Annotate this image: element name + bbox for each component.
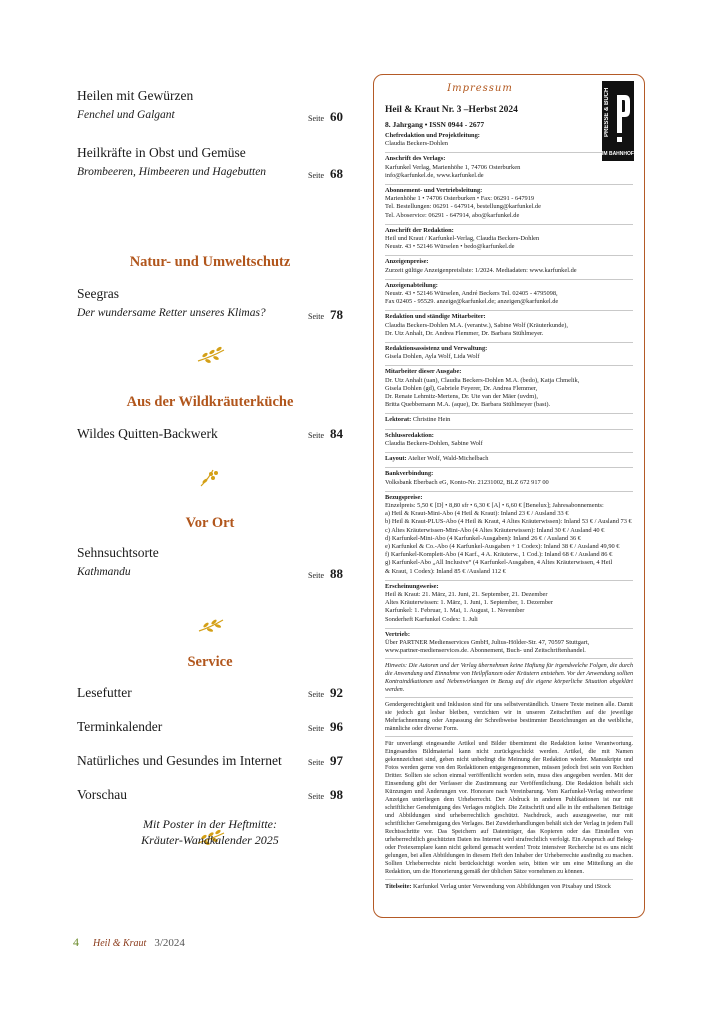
- impressum-block-line: Heil & Kraut: 21. März, 21. Juni, 21. September, 21. Dezember: [385, 590, 548, 598]
- herb-ornament-icon: [195, 468, 227, 488]
- toc-entry-subtitle: Fenchel und Galgant: [77, 109, 175, 121]
- impressum-block-heading: Vertrieb:: [385, 630, 410, 638]
- page-number: 4: [73, 935, 79, 949]
- legal-note: Für unverlangt eingesandte Artikel und Bilder übernimmt die Redaktion keine Verantwortung. Eingesandtes Bildmaterial kann nicht zurückgeschickt werden. Artikel, die mit Namen gekennzeichnet sind, geben nicht unbedingt die Meinung der Redaktion wieder. Manuskripte und Fotos werden gerne von den Redaktionen entgegengenommen, müssen jedoch frei sein von Rechten Dritter. Sollten sie schon einmal veröffentlicht worden sein, muss dies angegeben werden. Mit der Einsendung gibt der Verfasser die Zustimmung zur Veröffentlichung. Die Redaktion behält sich Kürzungen und Änderungen vor. Honorare nach Vereinbarung. Vom Karfunkel-Verlag entworfene Anzeigen unterliegen dem Urheberrecht. Der Abdruck in anderen Publikationen ist nur mit schriftlicher Genehmigung des Verlages möglich. Die Zeitschrift und alle in ihr enthaltenen Beiträge und Abbildungen sind urheberrechtlich geschützt. Nachdruck, auch auszugsweise, nur mit schriftlicher Genehmigung des Verlages. Bei Zuwiderhandlungen behält sich der Verlag in jedem Fall Rechtsschritte vor. Das Speichern auf Datenträger, das Kopieren oder das Einstellen von urheberrechtlich geschützten Daten ins Internet wird strafrechtlich verfolgt. Ein Anspruch auf Beleg- oder Freiexemplare kann nicht geltend gemacht werden! Trotz intensiver Recherche ist es uns nicht gelungen, bei allen Abbildungen in diesem Heft den Inhaber der Urheberrechte ausfindig zu machen. Sollten Urheberrechte nicht berücksichtigt worden sein, bitten wir um eine Mitteilung an die Redaktion, um die Honorierung gemäß der üblichen Sätze vornehmen zu können.: [385, 736, 633, 879]
- toc-entry-subtitle: Brombeeren, Himbeeren und Hagebutten: [77, 166, 267, 178]
- impressum-block-line: Claudia Beckers-Dohlen: [385, 140, 448, 148]
- toc-entry[interactable]: [77, 88, 343, 125]
- impressum-block-line: e) Karfunkel & Co.-Abo (4 Karfunkel-Ausgaben + 1 Codex): Inland 38 € / Ausland 49,90 €: [385, 542, 620, 550]
- toc-entry[interactable]: [77, 426, 343, 442]
- impressum-block-line: Tel. Aboservice: 06291 - 647914, abo@karfunkel.de: [385, 211, 520, 219]
- impressum-block-line: Dr. Renate Lehmitz-Mertens, Dr. Ute van der Mäer (uvdm),: [385, 393, 538, 401]
- impressum-block-line: f) Karfunkel-Komplett-Abo (4 Karf., 4 A. Kräuterw., 1 Cod.): Inland 68 € / Ausland 86 €: [385, 551, 613, 559]
- presse-buch-emblem-icon: [615, 93, 631, 145]
- toc-entry-title: Natürliches und Gesundes im Internet: [77, 753, 282, 768]
- toc-page-number: 88: [330, 566, 343, 581]
- impressum-block-line: Einzelpreis: 5,50 € [D] • 8,80 sfr • 6,30 € [A] • 6,60 € [Benelux]; Jahresabonnements:: [385, 501, 604, 509]
- impressum-block-heading: Mitarbeiter dieser Ausgabe:: [385, 368, 462, 376]
- toc-entry-title: Terminkalender: [77, 719, 163, 734]
- toc-page-ref: Seite 60: [308, 109, 343, 124]
- impressum-block-heading: Schlussredaktion:: [385, 431, 434, 439]
- toc-entry[interactable]: [77, 286, 343, 323]
- impressum-block-heading: Layout:: [385, 455, 407, 463]
- impressum-block: [385, 628, 633, 659]
- toc-page-ref: Seite 92: [308, 685, 343, 700]
- impressum-block-heading: Redaktionsassistenz und Verwaltung:: [385, 345, 488, 353]
- cover-credit: Titelseite: Karfunkel Verlag unter Verwendung von Abbildungen von Pixabay und iStock: [385, 879, 633, 891]
- impressum-block: [385, 152, 633, 183]
- toc-page-ref: Seite 78: [308, 307, 343, 322]
- toc-entry-title: Heilkräfte in Obst und Gemüse: [77, 145, 246, 160]
- impressum-block-line: c) Altes Kräuterwissen-Mini-Abo (4 Altes Kräuterwissen): Inland 30 € / Ausland 40 €: [385, 526, 605, 534]
- impressum-block-line: Neustr. 43 • 52146 Würselen, André Beckers Tel. 02405 - 4795098,: [385, 290, 558, 298]
- impressum-block: [385, 429, 633, 451]
- impressum-block-line: Gisela Dohlen (gd), Gabriele Feyerer, Dr. Andrea Flemmer,: [385, 384, 538, 392]
- issue-number: 3/2024: [154, 937, 185, 949]
- toc-entry[interactable]: [77, 685, 343, 701]
- impressum-block-line: Dr. Utz Anhalt (uan), Claudia Beckers-Dohlen M.A. (bedo), Katja Chmelik,: [385, 376, 580, 384]
- toc-page-ref: Seite 97: [308, 753, 343, 768]
- toc-entry-title: Heilen mit Gewürzen: [77, 88, 194, 103]
- toc-entry-subtitle: Der wundersame Retter unseres Klimas?: [77, 307, 266, 319]
- poster-note: Mit Poster in der Heftmitte: Kräuter-Wandkalender 2025: [141, 817, 279, 847]
- impressum-block: [385, 224, 633, 255]
- impressum-block-line: d) Karfunkel-Mini-Abo (4 Karfunkel-Ausgaben): Inland 26 € / Ausland 36 €: [385, 534, 581, 542]
- impressum-block-heading: Anzeigenpreise:: [385, 258, 429, 266]
- impressum-block-line: Britta Quebbemann M.A. (aque), Dr. Barbara Stühlmeyer (bast).: [385, 401, 551, 409]
- impressum-block-line: a) Heil & Kraut-Mini-Abo (4 Heil & Kraut): Inland 23 € / Ausland 33 €: [385, 510, 569, 518]
- impressum-block-line: Heil und Kraut / Karfunkel-Verlag, Claudia Beckers-Dohlen: [385, 235, 540, 243]
- impressum-block-line: Claudia Beckers-Dohlen M.A. (verantw.), Sabine Wolf (Kräuterkunde),: [385, 321, 568, 329]
- impressum-block-line: Neustr. 43 • 52146 Würselen • bedo@karfunkel.de: [385, 243, 515, 251]
- impressum-block-line: & Kraut, 1 Codex): Inland 85 € /Ausland 112 €: [385, 567, 506, 575]
- magazine-title: Heil & Kraut Nr. 3 –Herbst 2024: [385, 105, 518, 115]
- impressum-block-line: Gisela Dohlen, Ayla Wolf, Lida Wolf: [385, 353, 480, 361]
- brand-logo: Heil & Kraut: [93, 938, 147, 949]
- impressum-block-heading: Anzeigenabteilung:: [385, 281, 438, 289]
- toc-page-number: 97: [330, 753, 343, 768]
- impressum-block-line: g) Karfunkel-Abo „All Inclusive“ (4 Karfunkel-Ausgaben, 4 Altes Kräuterwissen, 4 Heil: [385, 559, 613, 567]
- toc-page-number: 60: [330, 109, 343, 124]
- toc-entry[interactable]: [77, 787, 343, 803]
- impressum-block: [385, 184, 633, 223]
- impressum-block: [385, 342, 633, 364]
- impressum-block-line: Karfunkel: 1. Februar, 1. Mai, 1. August, 1. November: [385, 607, 525, 615]
- impressum-blocks: [385, 130, 633, 658]
- impressum-block-line: Tel. Bestellungen: 06291 - 647914, bestellung@karfunkel.de: [385, 203, 541, 211]
- toc-page-number: 92: [330, 685, 343, 700]
- impressum-block-line: Altes Kräuterwissen: 1. März, 1. Juni, 1. September, 1. Dezember: [385, 599, 553, 607]
- impressum-block-line: Über PARTNER Medienservices GmbH, Julius-Hölder-Str. 47, 70597 Stuttgart,: [385, 638, 590, 646]
- impressum-block-heading: Redaktion und ständige Mitarbeiter:: [385, 313, 486, 321]
- impressum-block: [385, 130, 633, 151]
- toc-entry-title: Seegras: [77, 286, 119, 301]
- impressum-block-line: b) Heil & Kraut-PLUS-Abo (4 Heil & Kraut, 4 Altes Kräuterwissen): Inland 53 € / Ausland 73 €: [385, 518, 632, 526]
- impressum-block-line: Sonderheft Karfunkel Codex: 1. Juli: [385, 615, 478, 623]
- gender-note: Gendergerechtigkeit und Inklusion sind für uns selbstverständlich. Unsere Texte meinen alle. Damit sie jedoch gut lesbar bleiben, verzichten wir in unseren Zeitschriften auf die jeweilige Mehrfachnennung oder Anpassung der Schreibweise bestimmter Bezeichnungen an die weibliche, männliche oder diverse Form.: [385, 697, 633, 736]
- toc-page-ref: Seite 96: [308, 719, 343, 734]
- section-heading: Aus der Wildkräuterküche: [126, 394, 294, 410]
- toc-entry-title: Vorschau: [77, 787, 127, 802]
- impressum-block-line: Fax 02405 - 95529. anzeige@karfunkel.de; anzeigen@karfunkel.de: [385, 298, 559, 306]
- page-footer: [73, 935, 185, 950]
- impressum-block: [385, 413, 633, 427]
- impressum-block: [385, 452, 633, 466]
- toc-page-number: 78: [330, 307, 343, 322]
- impressum-block-line: Karfunkel Verlag, Marienhöhe 1, 74706 Osterburken: [385, 163, 521, 171]
- impressum-block-text: Christine Hein: [411, 416, 451, 424]
- impressum-block-heading: Bezugspreise:: [385, 493, 423, 501]
- toc-page-ref: Seite 98: [308, 787, 343, 802]
- toc-entry-title: Lesefutter: [77, 685, 132, 700]
- impressum-box: [373, 74, 645, 918]
- toc-entry-title: Sehnsuchtsorte: [77, 545, 159, 560]
- toc-page-ref: Seite 68: [308, 166, 343, 181]
- toc-page-number: 96: [330, 719, 343, 734]
- herb-ornament-icon: [195, 345, 227, 365]
- impressum-block-line: Marienhöhe 1 • 74706 Osterburken • Fax: 06291 - 647919: [385, 195, 535, 203]
- toc-entry-subtitle: Kathmandu: [77, 566, 131, 578]
- toc-page-ref: Seite 84: [308, 426, 343, 441]
- impressum-block-text: Atelier Wolf, Wald-Michelbach: [406, 455, 489, 463]
- toc-entry-title: Wildes Quitten-Backwerk: [77, 426, 218, 441]
- section-heading: Service: [187, 654, 233, 670]
- toc-entry[interactable]: [77, 145, 343, 182]
- impressum-block: [385, 365, 633, 412]
- impressum-block-line: Claudia Beckers-Dohlen, Sabine Wolf: [385, 439, 483, 447]
- issn-line: 8. Jahrgang • ISSN 0944 - 2677: [385, 120, 485, 129]
- impressum-block-heading: Abonnement- und Vertriebsleitung:: [385, 187, 483, 195]
- toc-entry[interactable]: [77, 719, 343, 735]
- section-heading: Natur- und Umweltschutz: [129, 254, 291, 270]
- herb-ornament-icon: [195, 614, 227, 634]
- presse-buch-logo: PRESSE & BUCH IM BAHNHOF: [602, 81, 634, 161]
- impressum-block: [385, 491, 633, 579]
- impressum-block-line: Dr. Utz Anhalt, Dr. Andrea Flemmer, Dr. Barbara Stühlmeyer.: [385, 329, 544, 337]
- impressum-block-heading: Chefredaktion und Projektleitung:: [385, 132, 480, 139]
- toc-page-number: 68: [330, 166, 343, 181]
- impressum-block-heading: Anschrift der Redaktion:: [385, 226, 454, 234]
- section-heading: Vor Ort: [185, 515, 235, 531]
- toc-entry[interactable]: [77, 545, 343, 582]
- toc-page-number: 84: [330, 426, 343, 441]
- toc-page-number: 98: [330, 787, 343, 802]
- toc-entry[interactable]: [77, 753, 343, 769]
- impressum-block-line: Zurzeit gültige Anzeigenpreisliste: 1/2024. Mediadaten: www.karfunkel.de: [385, 266, 577, 274]
- impressum-block-heading: Erscheinungsweise:: [385, 582, 439, 590]
- impressum-block-heading: Anschrift des Verlags:: [385, 155, 446, 163]
- disclaimer-note: Hinweis: Die Autoren und der Verlag übernehmen keine Haftung für irgendwelche Folgen, die durch die Anwendung und Einnahme von Heilpflanzen oder Kräutern entstehen. Vor der Anwendung sollten Kontraindikationen und Nebenwirkungen in Bezug auf die eigene körperliche Situation abgeklärt werden.: [385, 658, 633, 697]
- impressum-block: [385, 279, 633, 310]
- impressum-block: [385, 580, 633, 627]
- impressum-block-heading: Lektorat:: [385, 416, 412, 424]
- impressum-block: [385, 467, 633, 489]
- impressum-block: [385, 310, 633, 341]
- impressum-block-line: Volksbank Eberbach eG, Konto-Nr. 21231002, BLZ 672 917 00: [385, 478, 549, 486]
- toc-page-ref: Seite 88: [308, 566, 343, 581]
- impressum-block: [385, 255, 633, 277]
- impressum-heading: Impressum: [447, 83, 513, 94]
- impressum-block-heading: Bankverbindung:: [385, 470, 434, 478]
- impressum-block-line: info@karfunkel.de, www.karfunkel.de: [385, 171, 484, 179]
- impressum-block-line: www.partner-medienservices.de. Abonnement, Buch- und Zeitschriftenhandel.: [385, 647, 586, 655]
